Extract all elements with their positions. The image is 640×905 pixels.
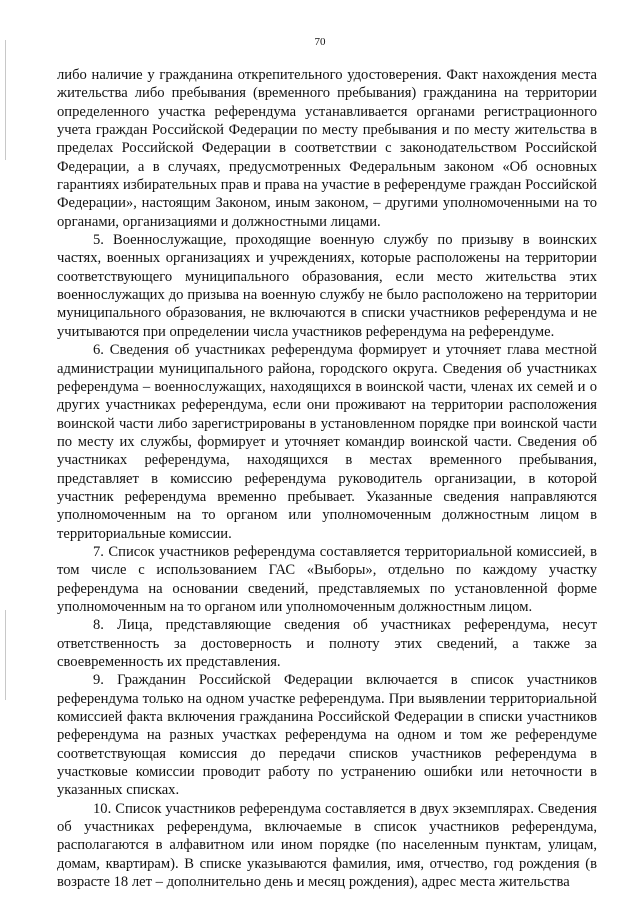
scan-edge-mark [5, 40, 6, 160]
paragraph-7: 7. Список участников референдума составляется территориальной комиссией, в том числе с использованием ГАС «Выборы», отдельно по каждому участку референдума на основании сведений, представляемых по установленной форме уполномоченным на то органом или уполномоченным должностным лицом. [57, 543, 597, 615]
paragraph-9: 9. Гражданин Российской Федерации включается в список участников референдума только на одном участке референдума. При выявлении территориальной комиссией факта включения гражданина Российской Федерации в списки участников референдума на разных участках референдума на одном и том же референдуме соответствующая комиссия до передачи списков участников референдума в участковые комиссии проводит работу по устранению ошибки или неточности в указанных списках. [57, 672, 597, 799]
scan-edge-mark [5, 610, 6, 700]
paragraph-5: 5. Военнослужащие, проходящие военную службу по призыву в воинских частях, военных организациях и учреждениях, которые расположены на территории соответствующего муниципального образования, если место жительства этих военнослужащих до призыва на военную службу не было расположено на территории муниципального образования, не включаются в списки участников референдума и не учитываются при определении числа участников референдума на референдуме. [57, 232, 597, 340]
paragraph-6: 6. Сведения об участниках референдума формирует и уточняет глава местной администрации муниципального района, городского округа. Сведения об участниках референдума – военнослужащих, находящихся в воинской части, членах их семей и о других участниках референдума, если они проживают на территории расположения воинской части либо зарегистрированы в установленном порядке при воинской части по месту их службы, формирует и уточняет командир воинской части. Сведения об участниках референдума, находящихся в местах временного пребывания, представляет в комиссию референдума руководитель организации, в которой участник референдума временно пребывает. Указанные сведения направляются уполномоченным на то органом или уполномоченным должностным лицом в территориальные комиссии. [57, 342, 597, 542]
document-body [57, 66, 597, 891]
paragraph-continuation: либо наличие у гражданина открепительного удостоверения. Факт нахождения места жительства либо пребывания (временного пребывания) гражданина на территории определенного участка референдума устанавливается органами регистрационного учета граждан Российской Федерации по месту пребывания и по месту жительства в пределах Российской Федерации в соответствии с законодательством Российской Федерации, а в случаях, предусмотренных Федеральным законом «Об основных гарантиях избирательных прав и права на участие в референдуме граждан Российской Федерации», настоящим Законом, иным законом, – другими уполномоченными на то органами, организациями и должностными лицами. [57, 67, 597, 230]
paragraph-10: 10. Список участников референдума составляется в двух экземплярах. Сведения об участниках референдума, включаемые в список участников референдума, располагаются в алфавитном или ином порядке (по населенным пунктам, улицам, домам, квартирам). В списке указываются фамилия, имя, отчество, год рождения (в возрасте 18 лет – дополнительно день и месяц рождения), адрес места жительства [57, 800, 597, 891]
paragraph-8: 8. Лица, представляющие сведения об участниках референдума, несут ответственность за достоверность и полноту этих сведений, а также за своевременность их представления. [57, 617, 597, 670]
page-number: 70 [314, 36, 326, 48]
